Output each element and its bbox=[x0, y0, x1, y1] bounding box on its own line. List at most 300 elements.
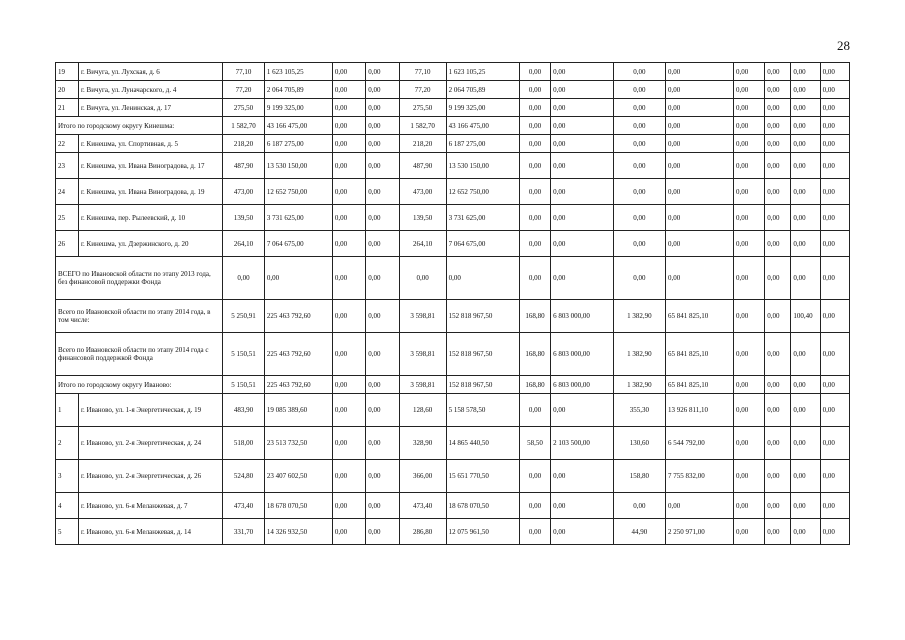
value-cell: 15 651 770,50 bbox=[446, 460, 519, 493]
value-cell: 218,20 bbox=[399, 135, 446, 153]
value-cell: 473,00 bbox=[399, 179, 446, 205]
value-cell: 6 187 275,00 bbox=[446, 135, 519, 153]
value-cell: 0,00 bbox=[791, 205, 820, 231]
value-cell: 13 926 811,10 bbox=[666, 394, 734, 427]
value-cell: 0,00 bbox=[765, 376, 791, 394]
total-row bbox=[56, 376, 850, 394]
value-cell: 0,00 bbox=[332, 427, 365, 460]
value-cell: 158,80 bbox=[613, 460, 665, 493]
value-cell: 0,00 bbox=[765, 179, 791, 205]
value-cell: 14 326 932,50 bbox=[264, 519, 332, 545]
value-cell: 0,00 bbox=[332, 99, 365, 117]
value-cell: 1 623 105,25 bbox=[264, 63, 332, 81]
value-cell: 128,60 bbox=[399, 394, 446, 427]
value-cell: 0,00 bbox=[366, 427, 399, 460]
value-cell: 77,20 bbox=[399, 81, 446, 99]
value-cell: 0,00 bbox=[666, 153, 734, 179]
value-cell: 0,00 bbox=[519, 135, 550, 153]
value-cell: 0,00 bbox=[551, 519, 614, 545]
value-cell: 6 544 792,00 bbox=[666, 427, 734, 460]
table-row bbox=[56, 135, 850, 153]
value-cell: 0,00 bbox=[820, 333, 849, 376]
value-cell: 0,00 bbox=[366, 99, 399, 117]
page-number: 28 bbox=[837, 38, 850, 53]
value-cell: 487,90 bbox=[223, 153, 265, 179]
value-cell: 0,00 bbox=[399, 257, 446, 300]
value-cell: 331,70 bbox=[223, 519, 265, 545]
value-cell: 264,10 bbox=[399, 231, 446, 257]
value-cell: 0,00 bbox=[551, 231, 614, 257]
value-cell: 2 064 705,89 bbox=[446, 81, 519, 99]
value-cell: 0,00 bbox=[519, 81, 550, 99]
address-cell: г. Кинешма, ул. Ивана Виноградова, д. 19 bbox=[78, 179, 222, 205]
value-cell: 0,00 bbox=[666, 205, 734, 231]
value-cell: 9 199 325,00 bbox=[446, 99, 519, 117]
value-cell: 1 382,90 bbox=[613, 300, 665, 333]
row-number: 25 bbox=[56, 205, 79, 231]
value-cell: 0,00 bbox=[733, 135, 764, 153]
value-cell: 0,00 bbox=[791, 153, 820, 179]
value-cell: 0,00 bbox=[791, 333, 820, 376]
value-cell: 0,00 bbox=[820, 519, 849, 545]
value-cell: 0,00 bbox=[733, 427, 764, 460]
address-cell: г. Вичуга, ул. Луначарского, д. 4 bbox=[78, 81, 222, 99]
value-cell: 524,80 bbox=[223, 460, 265, 493]
value-cell: 0,00 bbox=[733, 117, 764, 135]
value-cell: 0,00 bbox=[820, 205, 849, 231]
value-cell: 0,00 bbox=[551, 99, 614, 117]
value-cell: 0,00 bbox=[519, 493, 550, 519]
value-cell: 0,00 bbox=[551, 153, 614, 179]
value-cell: 0,00 bbox=[820, 257, 849, 300]
value-cell: 0,00 bbox=[332, 81, 365, 99]
value-cell: 3 731 625,00 bbox=[446, 205, 519, 231]
value-cell: 0,00 bbox=[366, 376, 399, 394]
value-cell: 0,00 bbox=[446, 257, 519, 300]
table-row bbox=[56, 460, 850, 493]
value-cell: 0,00 bbox=[332, 493, 365, 519]
value-cell: 0,00 bbox=[791, 493, 820, 519]
value-cell: 0,00 bbox=[666, 231, 734, 257]
value-cell: 0,00 bbox=[332, 257, 365, 300]
value-cell: 0,00 bbox=[666, 81, 734, 99]
value-cell: 1 582,70 bbox=[223, 117, 265, 135]
value-cell: 6 803 000,00 bbox=[551, 300, 614, 333]
value-cell: 0,00 bbox=[613, 153, 665, 179]
value-cell: 0,00 bbox=[519, 179, 550, 205]
value-cell: 2 250 971,00 bbox=[666, 519, 734, 545]
value-cell: 0,00 bbox=[551, 135, 614, 153]
value-cell: 0,00 bbox=[519, 205, 550, 231]
value-cell: 0,00 bbox=[519, 394, 550, 427]
value-cell: 225 463 792,60 bbox=[264, 333, 332, 376]
row-number: 19 bbox=[56, 63, 79, 81]
value-cell: 0,00 bbox=[366, 519, 399, 545]
value-cell: 1 382,90 bbox=[613, 333, 665, 376]
value-cell: 0,00 bbox=[791, 519, 820, 545]
value-cell: 0,00 bbox=[366, 179, 399, 205]
value-cell: 6 803 000,00 bbox=[551, 376, 614, 394]
value-cell: 0,00 bbox=[791, 117, 820, 135]
value-cell: 0,00 bbox=[765, 205, 791, 231]
value-cell: 483,90 bbox=[223, 394, 265, 427]
value-cell: 0,00 bbox=[332, 63, 365, 81]
total-label: Всего по Ивановской области по этапу 2014 года с финансовой поддержкой Фонда bbox=[56, 333, 223, 376]
value-cell: 130,60 bbox=[613, 427, 665, 460]
value-cell: 0,00 bbox=[733, 99, 764, 117]
value-cell: 0,00 bbox=[519, 99, 550, 117]
value-cell: 9 199 325,00 bbox=[264, 99, 332, 117]
value-cell: 473,40 bbox=[399, 493, 446, 519]
value-cell: 0,00 bbox=[332, 460, 365, 493]
value-cell: 0,00 bbox=[332, 333, 365, 376]
address-cell: г. Иваново, ул. 6-я Меланжевая, д. 14 bbox=[78, 519, 222, 545]
value-cell: 0,00 bbox=[366, 153, 399, 179]
value-cell: 0,00 bbox=[733, 81, 764, 99]
value-cell: 0,00 bbox=[791, 99, 820, 117]
address-cell: г. Иваново, ул. 2-я Энергетическая, д. 24 bbox=[78, 427, 222, 460]
value-cell: 0,00 bbox=[733, 300, 764, 333]
value-cell: 5 150,51 bbox=[223, 333, 265, 376]
total-row bbox=[56, 333, 850, 376]
value-cell: 0,00 bbox=[820, 231, 849, 257]
value-cell: 0,00 bbox=[765, 333, 791, 376]
total-label: Всего по Ивановской области по этапу 2014 года, в том числе: bbox=[56, 300, 223, 333]
value-cell: 65 841 825,10 bbox=[666, 300, 734, 333]
value-cell: 12 075 961,50 bbox=[446, 519, 519, 545]
value-cell: 0,00 bbox=[366, 493, 399, 519]
table-body bbox=[56, 63, 850, 545]
value-cell: 0,00 bbox=[765, 153, 791, 179]
value-cell: 0,00 bbox=[820, 427, 849, 460]
value-cell: 0,00 bbox=[765, 63, 791, 81]
value-cell: 12 652 750,00 bbox=[264, 179, 332, 205]
value-cell: 152 818 967,50 bbox=[446, 300, 519, 333]
value-cell: 0,00 bbox=[551, 394, 614, 427]
value-cell: 2 103 500,00 bbox=[551, 427, 614, 460]
value-cell: 0,00 bbox=[332, 519, 365, 545]
value-cell: 0,00 bbox=[551, 179, 614, 205]
row-number: 21 bbox=[56, 99, 79, 117]
value-cell: 0,00 bbox=[519, 117, 550, 135]
value-cell: 65 841 825,10 bbox=[666, 333, 734, 376]
address-cell: г. Иваново, ул. 2-я Энергетическая, д. 26 bbox=[78, 460, 222, 493]
value-cell: 0,00 bbox=[820, 300, 849, 333]
value-cell: 225 463 792,60 bbox=[264, 300, 332, 333]
value-cell: 0,00 bbox=[666, 63, 734, 81]
value-cell: 5 158 578,50 bbox=[446, 394, 519, 427]
value-cell: 275,50 bbox=[223, 99, 265, 117]
housing-program-table bbox=[55, 62, 850, 545]
table-row bbox=[56, 519, 850, 545]
value-cell: 0,00 bbox=[733, 205, 764, 231]
value-cell: 473,00 bbox=[223, 179, 265, 205]
value-cell: 0,00 bbox=[765, 300, 791, 333]
value-cell: 0,00 bbox=[820, 493, 849, 519]
value-cell: 43 166 475,00 bbox=[264, 117, 332, 135]
value-cell: 3 598,81 bbox=[399, 300, 446, 333]
value-cell: 0,00 bbox=[519, 63, 550, 81]
address-cell: г. Иваново, ул. 6-я Меланжевая, д. 7 bbox=[78, 493, 222, 519]
value-cell: 0,00 bbox=[666, 117, 734, 135]
value-cell: 0,00 bbox=[366, 333, 399, 376]
value-cell: 5 150,51 bbox=[223, 376, 265, 394]
value-cell: 0,00 bbox=[733, 231, 764, 257]
value-cell: 0,00 bbox=[551, 117, 614, 135]
value-cell: 7 064 675,00 bbox=[264, 231, 332, 257]
value-cell: 0,00 bbox=[791, 460, 820, 493]
value-cell: 77,10 bbox=[399, 63, 446, 81]
value-cell: 7 755 832,00 bbox=[666, 460, 734, 493]
value-cell: 0,00 bbox=[519, 460, 550, 493]
value-cell: 0,00 bbox=[791, 231, 820, 257]
value-cell: 0,00 bbox=[666, 135, 734, 153]
value-cell: 0,00 bbox=[551, 257, 614, 300]
value-cell: 275,50 bbox=[399, 99, 446, 117]
total-row bbox=[56, 117, 850, 135]
value-cell: 1 382,90 bbox=[613, 376, 665, 394]
value-cell: 473,40 bbox=[223, 493, 265, 519]
value-cell: 0,00 bbox=[733, 153, 764, 179]
table-row bbox=[56, 81, 850, 99]
value-cell: 218,20 bbox=[223, 135, 265, 153]
value-cell: 0,00 bbox=[613, 179, 665, 205]
value-cell: 0,00 bbox=[551, 205, 614, 231]
address-cell: г. Кинешма, ул. Спортивная, д. 5 bbox=[78, 135, 222, 153]
address-cell: г. Кинешма, ул. Ивана Виноградова, д. 17 bbox=[78, 153, 222, 179]
address-cell: г. Вичуга, ул. Ленинская, д. 17 bbox=[78, 99, 222, 117]
value-cell: 0,00 bbox=[765, 135, 791, 153]
value-cell: 139,50 bbox=[223, 205, 265, 231]
value-cell: 0,00 bbox=[366, 135, 399, 153]
table-row bbox=[56, 63, 850, 81]
value-cell: 58,50 bbox=[519, 427, 550, 460]
value-cell: 43 166 475,00 bbox=[446, 117, 519, 135]
value-cell: 0,00 bbox=[613, 135, 665, 153]
value-cell: 0,00 bbox=[791, 135, 820, 153]
value-cell: 0,00 bbox=[765, 427, 791, 460]
value-cell: 0,00 bbox=[223, 257, 265, 300]
value-cell: 152 818 967,50 bbox=[446, 333, 519, 376]
value-cell: 518,00 bbox=[223, 427, 265, 460]
address-cell: г. Кинешма, ул. Дзержинского, д. 20 bbox=[78, 231, 222, 257]
row-number: 2 bbox=[56, 427, 79, 460]
value-cell: 0,00 bbox=[366, 394, 399, 427]
value-cell: 366,00 bbox=[399, 460, 446, 493]
value-cell: 0,00 bbox=[366, 300, 399, 333]
value-cell: 0,00 bbox=[733, 460, 764, 493]
value-cell: 0,00 bbox=[765, 99, 791, 117]
value-cell: 0,00 bbox=[366, 257, 399, 300]
value-cell: 0,00 bbox=[366, 117, 399, 135]
value-cell: 0,00 bbox=[613, 63, 665, 81]
address-cell: г. Кинешма, пер. Рылеевский, д. 10 bbox=[78, 205, 222, 231]
value-cell: 0,00 bbox=[332, 179, 365, 205]
total-label: Итого по городскому округу Кинешма: bbox=[56, 117, 223, 135]
value-cell: 0,00 bbox=[765, 117, 791, 135]
value-cell: 487,90 bbox=[399, 153, 446, 179]
value-cell: 0,00 bbox=[820, 99, 849, 117]
value-cell: 0,00 bbox=[519, 153, 550, 179]
value-cell: 0,00 bbox=[820, 63, 849, 81]
address-cell: г. Вичуга, ул. Лухская, д. 6 bbox=[78, 63, 222, 81]
value-cell: 0,00 bbox=[613, 231, 665, 257]
value-cell: 0,00 bbox=[666, 179, 734, 205]
value-cell: 0,00 bbox=[820, 394, 849, 427]
value-cell: 0,00 bbox=[733, 376, 764, 394]
value-cell: 0,00 bbox=[820, 376, 849, 394]
table-row bbox=[56, 205, 850, 231]
value-cell: 3 598,81 bbox=[399, 333, 446, 376]
value-cell: 0,00 bbox=[733, 519, 764, 545]
value-cell: 6 187 275,00 bbox=[264, 135, 332, 153]
total-row bbox=[56, 257, 850, 300]
value-cell: 77,10 bbox=[223, 63, 265, 81]
value-cell: 77,20 bbox=[223, 81, 265, 99]
value-cell: 0,00 bbox=[613, 257, 665, 300]
row-number: 3 bbox=[56, 460, 79, 493]
value-cell: 0,00 bbox=[820, 153, 849, 179]
value-cell: 0,00 bbox=[264, 257, 332, 300]
table-row bbox=[56, 427, 850, 460]
table-row bbox=[56, 493, 850, 519]
value-cell: 7 064 675,00 bbox=[446, 231, 519, 257]
value-cell: 1 582,70 bbox=[399, 117, 446, 135]
value-cell: 100,40 bbox=[791, 300, 820, 333]
value-cell: 0,00 bbox=[551, 460, 614, 493]
value-cell: 0,00 bbox=[765, 231, 791, 257]
value-cell: 0,00 bbox=[332, 394, 365, 427]
value-cell: 264,10 bbox=[223, 231, 265, 257]
value-cell: 0,00 bbox=[332, 300, 365, 333]
value-cell: 0,00 bbox=[519, 257, 550, 300]
table-row bbox=[56, 231, 850, 257]
value-cell: 0,00 bbox=[791, 81, 820, 99]
value-cell: 13 530 150,00 bbox=[446, 153, 519, 179]
value-cell: 0,00 bbox=[733, 394, 764, 427]
row-number: 20 bbox=[56, 81, 79, 99]
value-cell: 23 407 602,50 bbox=[264, 460, 332, 493]
value-cell: 0,00 bbox=[733, 63, 764, 81]
value-cell: 355,30 bbox=[613, 394, 665, 427]
row-number: 5 bbox=[56, 519, 79, 545]
value-cell: 0,00 bbox=[366, 63, 399, 81]
value-cell: 0,00 bbox=[666, 99, 734, 117]
value-cell: 18 678 070,50 bbox=[446, 493, 519, 519]
value-cell: 152 818 967,50 bbox=[446, 376, 519, 394]
table-row bbox=[56, 179, 850, 205]
value-cell: 0,00 bbox=[332, 135, 365, 153]
value-cell: 328,90 bbox=[399, 427, 446, 460]
total-label: ВСЕГО по Ивановской области по этапу 2013 года, без финансовой поддержки Фонда bbox=[56, 257, 223, 300]
value-cell: 0,00 bbox=[733, 493, 764, 519]
value-cell: 14 865 440,50 bbox=[446, 427, 519, 460]
value-cell: 0,00 bbox=[791, 394, 820, 427]
value-cell: 6 803 000,00 bbox=[551, 333, 614, 376]
value-cell: 168,80 bbox=[519, 333, 550, 376]
address-cell: г. Иваново, ул. 1-я Энергетическая, д. 19 bbox=[78, 394, 222, 427]
value-cell: 0,00 bbox=[613, 205, 665, 231]
value-cell: 168,80 bbox=[519, 300, 550, 333]
value-cell: 5 250,91 bbox=[223, 300, 265, 333]
value-cell: 0,00 bbox=[551, 81, 614, 99]
value-cell: 3 598,81 bbox=[399, 376, 446, 394]
value-cell: 12 652 750,00 bbox=[446, 179, 519, 205]
value-cell: 19 085 389,60 bbox=[264, 394, 332, 427]
value-cell: 0,00 bbox=[332, 376, 365, 394]
value-cell: 0,00 bbox=[791, 63, 820, 81]
value-cell: 0,00 bbox=[733, 333, 764, 376]
row-number: 26 bbox=[56, 231, 79, 257]
value-cell: 0,00 bbox=[820, 81, 849, 99]
value-cell: 3 731 625,00 bbox=[264, 205, 332, 231]
table-row bbox=[56, 394, 850, 427]
value-cell: 2 064 705,89 bbox=[264, 81, 332, 99]
value-cell: 0,00 bbox=[820, 135, 849, 153]
row-number: 4 bbox=[56, 493, 79, 519]
value-cell: 0,00 bbox=[765, 493, 791, 519]
value-cell: 0,00 bbox=[366, 460, 399, 493]
value-cell: 0,00 bbox=[765, 81, 791, 99]
value-cell: 0,00 bbox=[332, 231, 365, 257]
value-cell: 1 623 105,25 bbox=[446, 63, 519, 81]
value-cell: 0,00 bbox=[791, 427, 820, 460]
value-cell: 0,00 bbox=[820, 179, 849, 205]
value-cell: 0,00 bbox=[613, 117, 665, 135]
value-cell: 0,00 bbox=[613, 99, 665, 117]
row-number: 23 bbox=[56, 153, 79, 179]
value-cell: 0,00 bbox=[666, 257, 734, 300]
value-cell: 225 463 792,60 bbox=[264, 376, 332, 394]
value-cell: 168,80 bbox=[519, 376, 550, 394]
value-cell: 0,00 bbox=[366, 81, 399, 99]
value-cell: 0,00 bbox=[613, 493, 665, 519]
value-cell: 0,00 bbox=[332, 205, 365, 231]
value-cell: 0,00 bbox=[791, 376, 820, 394]
row-number: 24 bbox=[56, 179, 79, 205]
value-cell: 0,00 bbox=[733, 179, 764, 205]
value-cell: 13 530 150,00 bbox=[264, 153, 332, 179]
value-cell: 44,90 bbox=[613, 519, 665, 545]
value-cell: 0,00 bbox=[366, 231, 399, 257]
row-number: 1 bbox=[56, 394, 79, 427]
value-cell: 0,00 bbox=[551, 63, 614, 81]
value-cell: 0,00 bbox=[820, 460, 849, 493]
value-cell: 0,00 bbox=[765, 460, 791, 493]
value-cell: 0,00 bbox=[551, 493, 614, 519]
value-cell: 0,00 bbox=[820, 117, 849, 135]
value-cell: 0,00 bbox=[733, 257, 764, 300]
value-cell: 0,00 bbox=[791, 257, 820, 300]
value-cell: 0,00 bbox=[765, 519, 791, 545]
value-cell: 0,00 bbox=[613, 81, 665, 99]
value-cell: 0,00 bbox=[366, 205, 399, 231]
value-cell: 0,00 bbox=[519, 519, 550, 545]
value-cell: 0,00 bbox=[791, 179, 820, 205]
row-number: 22 bbox=[56, 135, 79, 153]
table-row bbox=[56, 153, 850, 179]
value-cell: 286,80 bbox=[399, 519, 446, 545]
value-cell: 65 841 825,10 bbox=[666, 376, 734, 394]
total-row bbox=[56, 300, 850, 333]
table-row bbox=[56, 99, 850, 117]
total-label: Итого по городскому округу Иваново: bbox=[56, 376, 223, 394]
value-cell: 0,00 bbox=[332, 117, 365, 135]
value-cell: 0,00 bbox=[332, 153, 365, 179]
value-cell: 0,00 bbox=[666, 493, 734, 519]
value-cell: 0,00 bbox=[765, 394, 791, 427]
value-cell: 139,50 bbox=[399, 205, 446, 231]
